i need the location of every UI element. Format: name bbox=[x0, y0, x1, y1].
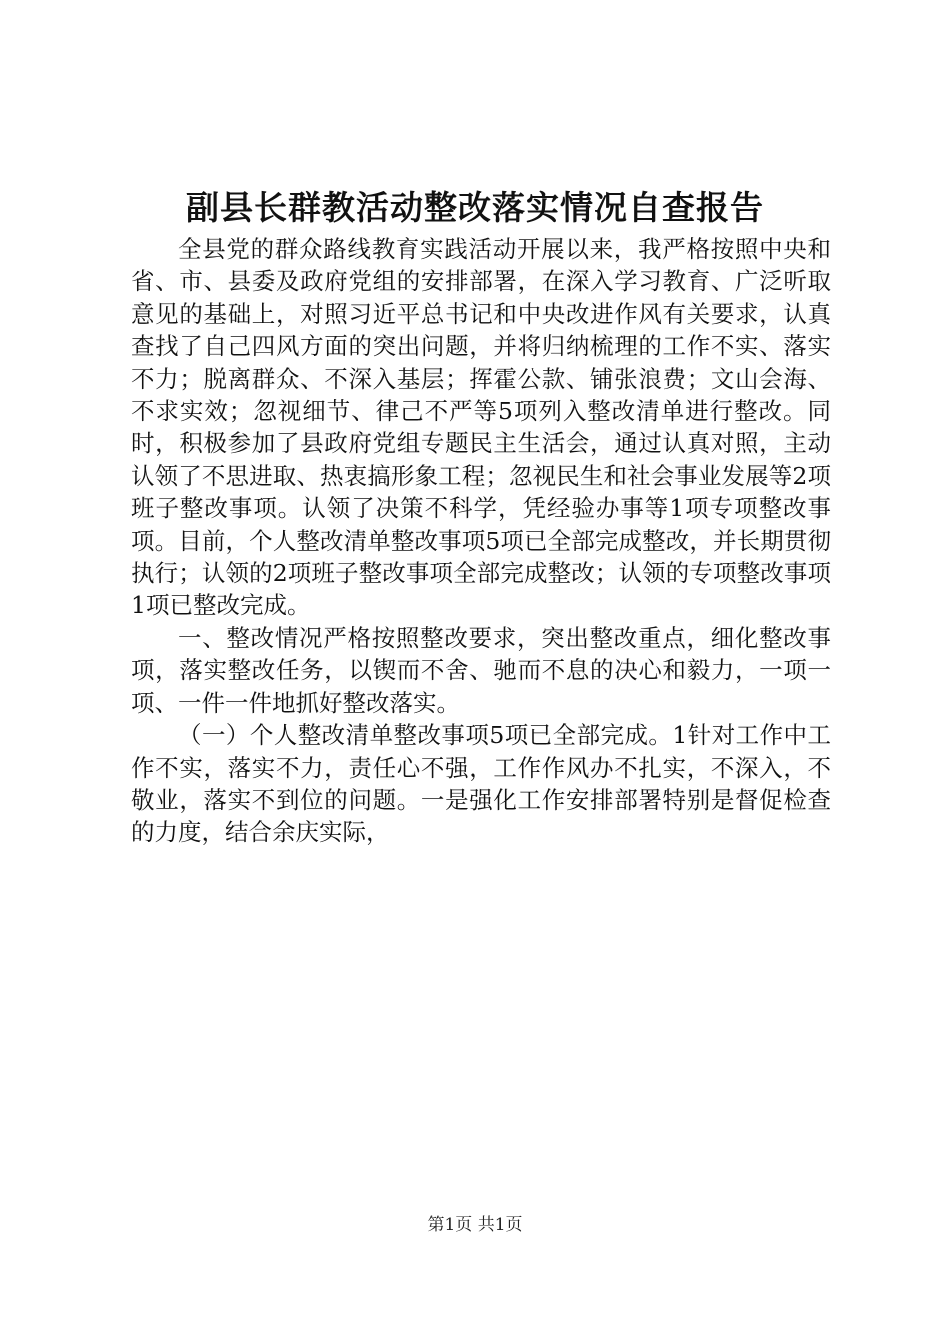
paragraph-subsection-one: （一）个人整改清单整改事项5项已全部完成。1针对工作中工作不实，落实不力，责任心不强，工作作风办不扎实，不深入，不敬业，落实不到位的问题。一是强化工作安排部署特别是督促检查的力度，结合余庆实际， bbox=[131, 721, 831, 847]
page-footer: 第1页 共1页 bbox=[427, 1215, 523, 1235]
paragraph-section-one: 一、整改情况严格按照整改要求，突出整改重点，细化整改事项，落实整改任务，以锲而不舍、驰而不息的决心和毅力，一项一项、一件一件地抓好整改落实。 bbox=[131, 623, 831, 717]
paragraph-intro: 全县党的群众路线教育实践活动开展以来，我严格按照中央和省、市、县委及政府党组的安排部署，在深入学习教育、广泛听取意见的基础上，对照习近平总书记和中央改进作风有关要求，认真查找了自己四风方面的突出问题，并将归纳梳理的工作不实、落实不力；脱离群众、不深入基层；挥霍公款、铺张浪费；文山会海、不求实效；忽视细节、律己不严等5项列入整改清单进行整改。同时，积极参加了县政府党组专题民主生活会，通过认真对照，主动认领了不思进取、热衷搞形象工程；忽视民生和社会事业发展等2项班子整改事项。认领了决策不科学，凭经验办事等1项专项整改事项。目前，个人整改清单整改事项5项已全部完成整改，并长期贯彻执行；认领的2项班子整改事项全部完成整改；认领的专项整改事项1项已整改完成。 bbox=[131, 235, 831, 620]
document-body bbox=[131, 233, 831, 849]
document-title: 副县长群教活动整改落实情况自查报告 bbox=[186, 188, 764, 227]
